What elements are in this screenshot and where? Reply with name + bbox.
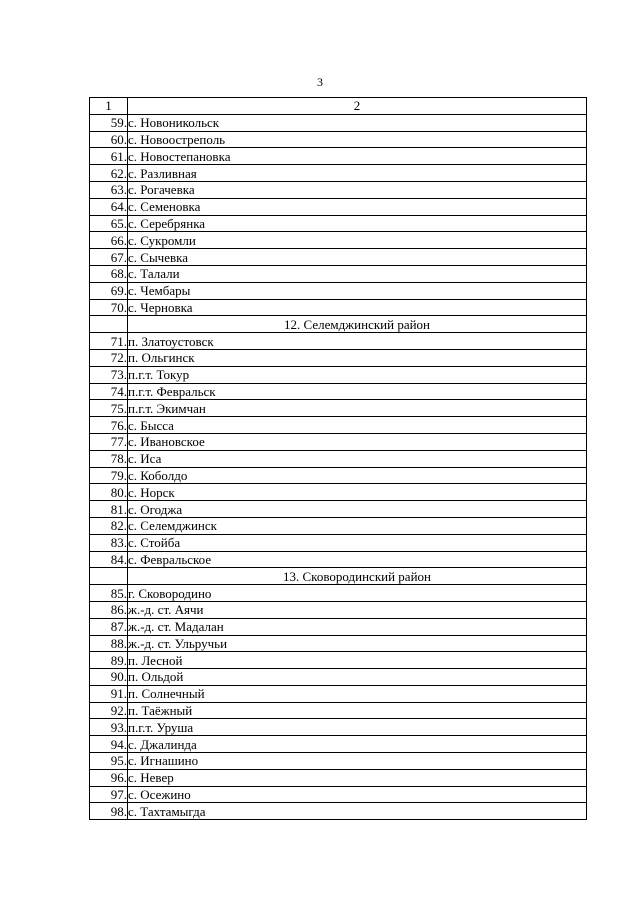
table-row: [90, 736, 587, 753]
settlement-name: с. Селемджинск: [128, 517, 587, 534]
table-row: [90, 198, 587, 215]
table-row: [90, 551, 587, 568]
row-number: 94.: [90, 736, 128, 753]
settlement-name: с. Рогачевка: [128, 181, 587, 198]
row-number: 87.: [90, 618, 128, 635]
settlement-name: г. Сковородино: [128, 585, 587, 602]
table-row: [90, 232, 587, 249]
settlement-name: с. Чембары: [128, 282, 587, 299]
table-row: [90, 769, 587, 786]
row-number: 90.: [90, 669, 128, 686]
table-row: [90, 181, 587, 198]
settlement-name: с. Сукромли: [128, 232, 587, 249]
settlement-name: с. Новостепановка: [128, 148, 587, 165]
table-row: [90, 585, 587, 602]
settlement-name: с. Серебрянка: [128, 215, 587, 232]
table-row: [90, 249, 587, 266]
table-row: [90, 265, 587, 282]
settlement-name: с. Коболдо: [128, 467, 587, 484]
settlement-name: п.г.т. Токур: [128, 366, 587, 383]
table-row: [90, 349, 587, 366]
table-row: [90, 383, 587, 400]
table-row: [90, 719, 587, 736]
settlement-name: с. Игнашино: [128, 753, 587, 770]
table-row: [90, 467, 587, 484]
settlement-name: с. Джалинда: [128, 736, 587, 753]
settlement-name: п.г.т. Экимчан: [128, 400, 587, 417]
settlement-name: с. Новоостреполь: [128, 131, 587, 148]
section-number-cell: [90, 316, 128, 333]
table-row: [90, 148, 587, 165]
section-title: 12. Селемджинский район: [128, 316, 587, 333]
row-number: 64.: [90, 198, 128, 215]
table-row: [90, 433, 587, 450]
row-number: 97.: [90, 786, 128, 803]
settlements-table: [89, 97, 587, 820]
table-row: [90, 601, 587, 618]
row-number: 68.: [90, 265, 128, 282]
table-header-row: [90, 98, 587, 115]
settlement-name: с. Разливная: [128, 165, 587, 182]
section-row: [90, 316, 587, 333]
row-number: 98.: [90, 803, 128, 820]
row-number: 63.: [90, 181, 128, 198]
settlement-name: с. Февральское: [128, 551, 587, 568]
table-row: [90, 333, 587, 350]
row-number: 71.: [90, 333, 128, 350]
header-col-name: 2: [128, 98, 587, 115]
settlement-name: ж.-д. ст. Ульручьи: [128, 635, 587, 652]
page-number: 3: [317, 75, 323, 89]
row-number: 70.: [90, 299, 128, 316]
table-body: [90, 98, 587, 820]
table-row: [90, 400, 587, 417]
table-row: [90, 669, 587, 686]
table-row: [90, 786, 587, 803]
table-row: [90, 635, 587, 652]
row-number: 85.: [90, 585, 128, 602]
row-number: 95.: [90, 753, 128, 770]
settlement-name: с. Огоджа: [128, 501, 587, 518]
settlement-name: с. Осежино: [128, 786, 587, 803]
row-number: 75.: [90, 400, 128, 417]
row-number: 89.: [90, 652, 128, 669]
settlement-name: п. Ольгинск: [128, 349, 587, 366]
settlement-name: п. Таёжный: [128, 702, 587, 719]
header-col-number: 1: [90, 98, 128, 115]
row-number: 65.: [90, 215, 128, 232]
settlement-name: ж.-д. ст. Мадалан: [128, 618, 587, 635]
row-number: 77.: [90, 433, 128, 450]
settlement-name: с. Стойба: [128, 534, 587, 551]
settlement-name: п. Ольдой: [128, 669, 587, 686]
settlement-name: с. Тахтамыгда: [128, 803, 587, 820]
section-row: [90, 568, 587, 585]
row-number: 73.: [90, 366, 128, 383]
settlement-name: с. Иса: [128, 450, 587, 467]
row-number: 66.: [90, 232, 128, 249]
row-number: 72.: [90, 349, 128, 366]
table-row: [90, 652, 587, 669]
table-row: [90, 685, 587, 702]
row-number: 96.: [90, 769, 128, 786]
table-row: [90, 131, 587, 148]
table-row: [90, 165, 587, 182]
settlement-name: с. Норск: [128, 484, 587, 501]
row-number: 93.: [90, 719, 128, 736]
row-number: 67.: [90, 249, 128, 266]
row-number: 78.: [90, 450, 128, 467]
table-row: [90, 534, 587, 551]
table-row: [90, 366, 587, 383]
table-row: [90, 299, 587, 316]
settlement-name: с. Новоникольск: [128, 114, 587, 131]
row-number: 84.: [90, 551, 128, 568]
section-title: 13. Сковородинский район: [128, 568, 587, 585]
table-row: [90, 702, 587, 719]
table-row: [90, 417, 587, 434]
row-number: 69.: [90, 282, 128, 299]
table-row: [90, 501, 587, 518]
settlement-name: с. Сычевка: [128, 249, 587, 266]
settlement-name: п.г.т. Уруша: [128, 719, 587, 736]
table-row: [90, 618, 587, 635]
settlement-name: п. Солнечный: [128, 685, 587, 702]
row-number: 79.: [90, 467, 128, 484]
table-row: [90, 517, 587, 534]
row-number: 86.: [90, 601, 128, 618]
settlement-name: п. Златоустовск: [128, 333, 587, 350]
row-number: 61.: [90, 148, 128, 165]
table-row: [90, 215, 587, 232]
settlement-name: с. Бысса: [128, 417, 587, 434]
table-row: [90, 753, 587, 770]
settlement-name: с. Черновка: [128, 299, 587, 316]
settlement-name: п. Лесной: [128, 652, 587, 669]
row-number: 81.: [90, 501, 128, 518]
settlement-name: ж.-д. ст. Аячи: [128, 601, 587, 618]
row-number: 91.: [90, 685, 128, 702]
row-number: 62.: [90, 165, 128, 182]
settlement-name: с. Невер: [128, 769, 587, 786]
table-row: [90, 114, 587, 131]
row-number: 92.: [90, 702, 128, 719]
row-number: 83.: [90, 534, 128, 551]
settlement-name: п.г.т. Февральск: [128, 383, 587, 400]
row-number: 60.: [90, 131, 128, 148]
row-number: 82.: [90, 517, 128, 534]
row-number: 59.: [90, 114, 128, 131]
table-row: [90, 484, 587, 501]
row-number: 88.: [90, 635, 128, 652]
row-number: 76.: [90, 417, 128, 434]
table-row: [90, 803, 587, 820]
row-number: 74.: [90, 383, 128, 400]
table-row: [90, 282, 587, 299]
section-number-cell: [90, 568, 128, 585]
settlement-name: с. Семеновка: [128, 198, 587, 215]
settlement-name: с. Талали: [128, 265, 587, 282]
table-row: [90, 450, 587, 467]
settlement-name: с. Ивановское: [128, 433, 587, 450]
row-number: 80.: [90, 484, 128, 501]
